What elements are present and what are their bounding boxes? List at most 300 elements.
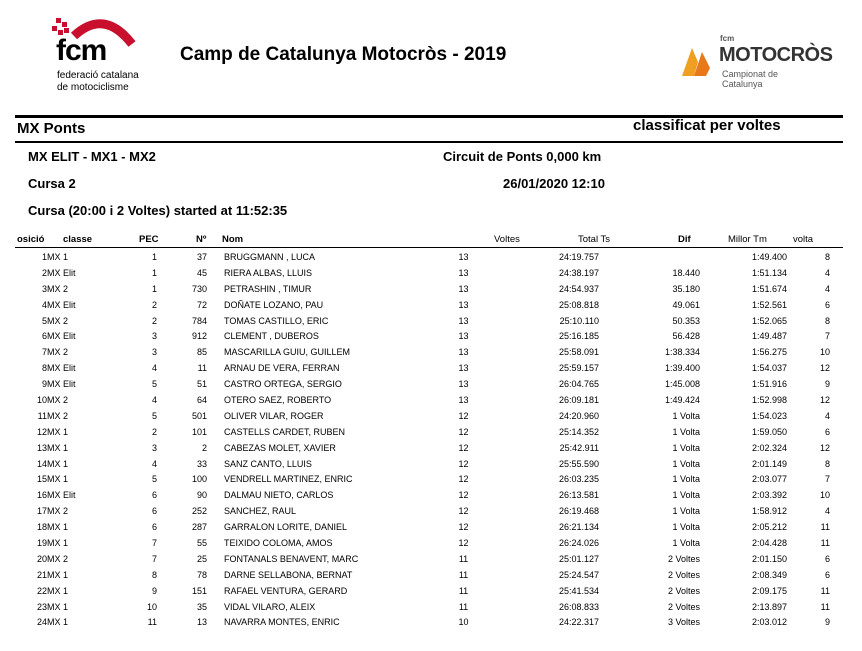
- number-cell: 85: [196, 347, 207, 358]
- class-cell: MX 2: [47, 283, 69, 294]
- difference-cell: 1 Volta: [672, 490, 700, 501]
- spacer-cell: [207, 551, 224, 567]
- difference-cell: 1 Volta: [672, 522, 700, 533]
- best-lap-cell: 6: [824, 569, 830, 580]
- best-time-cell: 1:51.916: [751, 379, 787, 390]
- name-cell: DARNE SELLABONA, BERNAT: [224, 569, 353, 580]
- name-cell: MASCARILLA GUIU, GUILLEM: [224, 347, 351, 358]
- pec-cell: 4: [151, 394, 157, 405]
- number-cell: 287: [191, 522, 207, 533]
- table-row: [17, 344, 830, 360]
- difference-cell: 1 Volta: [672, 442, 700, 453]
- table-row: [17, 583, 830, 599]
- pec-cell: 1: [151, 283, 157, 294]
- difference-cell: 2 Voltes: [667, 553, 700, 564]
- col-header-class: classe: [63, 234, 93, 245]
- pec-cell: 6: [151, 522, 157, 533]
- pec-cell: 3: [151, 442, 157, 453]
- name-cell: FONTANALS BENAVENT, MARC: [224, 553, 359, 564]
- laps-cell: 12: [458, 522, 469, 533]
- position-cell: 12: [36, 426, 47, 437]
- classification-label: classificat per voltes: [633, 117, 781, 134]
- difference-cell: 1 Volta: [672, 426, 700, 437]
- position-cell: 16: [36, 490, 47, 501]
- pec-cell: 11: [147, 617, 157, 628]
- name-cell: CABEZAS MOLET, XAVIER: [224, 442, 336, 453]
- section-rule: [15, 141, 843, 143]
- position-cell: 19: [36, 537, 47, 548]
- pec-cell: 5: [151, 410, 157, 421]
- spacer-cell: [207, 535, 224, 551]
- best-lap-cell: 9: [824, 379, 830, 390]
- pec-cell: 5: [151, 474, 157, 485]
- total-time-cell: 25:14.352: [558, 426, 599, 437]
- number-cell: 151: [191, 585, 207, 596]
- name-cell: SANCHEZ, RAUL: [224, 506, 297, 517]
- laps-cell: 13: [458, 267, 469, 278]
- best-lap-cell: 9: [824, 617, 830, 628]
- spacer-cell: [207, 392, 224, 408]
- name-cell: CASTRO ORTEGA, SERGIO: [224, 379, 342, 390]
- laps-cell: 13: [458, 363, 469, 374]
- best-lap-cell: 4: [824, 283, 830, 294]
- class-cell: MX 1: [47, 251, 69, 262]
- pec-cell: 7: [151, 553, 157, 564]
- position-cell: 1: [41, 251, 47, 262]
- best-time-cell: 1:49.400: [751, 251, 787, 262]
- laps-cell: 11: [458, 569, 469, 580]
- event-name: MX Ponts: [17, 120, 86, 137]
- best-time-cell: 2:05.212: [751, 522, 787, 533]
- laps-cell: 13: [458, 394, 469, 405]
- name-cell: NAVARRA MONTES, ENRIC: [224, 617, 340, 628]
- laps-cell: 12: [458, 506, 469, 517]
- class-cell: MX 2: [47, 506, 69, 517]
- best-lap-cell: 12: [819, 363, 830, 374]
- name-cell: CASTELLS CARDET, RUBEN: [224, 426, 346, 437]
- number-cell: 37: [196, 251, 207, 262]
- position-cell: 15: [36, 474, 47, 485]
- total-time-cell: 25:55.590: [558, 458, 599, 469]
- number-cell: 90: [196, 490, 207, 501]
- spacer-cell: [207, 519, 224, 535]
- spacer-cell: [207, 265, 224, 281]
- pec-cell: 2: [151, 315, 157, 326]
- table-row: [17, 297, 830, 313]
- table-row: [17, 408, 830, 424]
- total-time-cell: 26:08.833: [558, 601, 599, 612]
- best-time-cell: 2:09.175: [751, 585, 787, 596]
- spacer-cell: [207, 297, 224, 313]
- total-time-cell: 25:10.110: [559, 315, 599, 326]
- table-row: [17, 503, 830, 519]
- position-cell: 8: [41, 363, 47, 374]
- position-cell: 24: [36, 617, 47, 628]
- motocross-logo-title: MOTOCRÒS: [719, 44, 833, 66]
- number-cell: 501: [191, 410, 207, 421]
- spacer-cell: [207, 583, 224, 599]
- best-lap-cell: 8: [824, 251, 830, 262]
- total-time-cell: 25:59.157: [558, 363, 599, 374]
- position-cell: 7: [41, 347, 47, 358]
- total-time-cell: 24:19.757: [558, 251, 599, 262]
- total-time-cell: 25:24.547: [558, 569, 599, 580]
- position-cell: 2: [41, 267, 47, 278]
- spacer-cell: [207, 313, 224, 329]
- table-row: [17, 265, 830, 281]
- pec-cell: 10: [146, 601, 157, 612]
- name-cell: VIDAL VILARO, ALEIX: [224, 601, 316, 612]
- best-lap-cell: 12: [819, 394, 830, 405]
- name-cell: PETRASHIN , TIMUR: [224, 283, 312, 294]
- table-row: [17, 440, 830, 456]
- laps-cell: 11: [458, 553, 469, 564]
- difference-cell: 1 Volta: [672, 537, 700, 548]
- total-time-cell: 26:19.468: [558, 506, 599, 517]
- class-cell: MX 1: [47, 537, 69, 548]
- position-cell: 20: [36, 553, 47, 564]
- best-lap-cell: 6: [824, 553, 830, 564]
- spacer-cell: [207, 567, 224, 583]
- fcm-logo: [44, 14, 154, 94]
- best-lap-cell: 11: [820, 601, 830, 612]
- table-row: [17, 551, 830, 567]
- laps-cell: 10: [458, 617, 469, 628]
- race-detail: Cursa (20:00 i 2 Voltes) started at 11:52:35: [28, 203, 288, 218]
- spacer-cell: [207, 614, 224, 630]
- position-cell: 21: [36, 569, 47, 580]
- motocross-logo: [680, 34, 833, 89]
- class-cell: MX Elit: [47, 363, 76, 374]
- table-row: [17, 360, 830, 376]
- name-cell: VENDRELL MARTINEZ, ENRIC: [224, 474, 353, 485]
- number-cell: 64: [196, 394, 207, 405]
- table-row: [17, 535, 830, 551]
- fcm-logo-subtitle-2: de motociclisme: [57, 82, 129, 93]
- table-row: [17, 614, 830, 630]
- page-title: Camp de Catalunya Motocròs - 2019: [180, 44, 507, 65]
- table-row: [17, 456, 830, 472]
- class-cell: MX 1: [47, 585, 69, 596]
- table-row: [17, 313, 830, 329]
- pec-cell: 8: [151, 569, 157, 580]
- best-lap-cell: 6: [824, 426, 830, 437]
- col-header-name: Nom: [222, 234, 244, 245]
- col-header-best-time: Millor Tm: [728, 234, 767, 245]
- col-header-number: Nº: [196, 234, 207, 245]
- total-time-cell: 25:16.185: [558, 331, 599, 342]
- header-rule: [15, 247, 843, 248]
- best-time-cell: 1:51.134: [751, 267, 787, 278]
- spacer-cell: [207, 344, 224, 360]
- motocross-logo-subtitle: Campionat de Catalunya: [722, 69, 779, 89]
- difference-cell: 18.440: [672, 267, 700, 278]
- table-row: [17, 249, 830, 265]
- col-header-best-lap: volta: [793, 234, 814, 245]
- laps-cell: 13: [458, 299, 469, 310]
- pec-cell: 5: [151, 379, 157, 390]
- table-row: [17, 487, 830, 503]
- best-time-cell: 1:52.998: [751, 394, 787, 405]
- number-cell: 55: [196, 537, 207, 548]
- table-row: [17, 328, 830, 344]
- pec-cell: 9: [151, 585, 157, 596]
- number-cell: 252: [191, 506, 207, 517]
- laps-cell: 12: [458, 474, 469, 485]
- difference-cell: 49.061: [672, 299, 700, 310]
- total-time-cell: 25:42.911: [559, 442, 599, 453]
- name-cell: SANZ CANTO, LLUIS: [224, 458, 312, 469]
- laps-cell: 12: [458, 442, 469, 453]
- number-cell: 2: [201, 442, 207, 453]
- best-time-cell: 2:03.077: [751, 474, 787, 485]
- best-lap-cell: 4: [824, 267, 830, 278]
- difference-cell: 2 Voltes: [667, 601, 700, 612]
- results-table: [17, 249, 830, 630]
- col-header-pec: PEC: [139, 234, 159, 245]
- total-time-cell: 25:41.534: [558, 585, 599, 596]
- best-time-cell: 2:02.324: [751, 442, 787, 453]
- position-cell: 14: [36, 458, 47, 469]
- table-row: [17, 392, 830, 408]
- total-time-cell: 26:03.235: [558, 474, 599, 485]
- total-time-cell: 24:20.960: [558, 410, 599, 421]
- spacer-cell: [207, 360, 224, 376]
- best-time-cell: 2:03.012: [751, 617, 787, 628]
- categories-label: MX ELIT - MX1 - MX2: [28, 149, 156, 164]
- difference-cell: 1 Volta: [672, 506, 700, 517]
- difference-cell: 1:39.400: [664, 363, 700, 374]
- position-cell: 17: [36, 506, 47, 517]
- spacer-cell: [207, 424, 224, 440]
- laps-cell: 13: [458, 331, 469, 342]
- best-lap-cell: 10: [819, 490, 830, 501]
- laps-cell: 11: [458, 585, 469, 596]
- circuit-label: Circuit de Ponts 0,000 km: [443, 149, 602, 164]
- name-cell: TEIXIDO COLOMA, AMOS: [224, 537, 333, 548]
- best-time-cell: 1:52.561: [751, 299, 787, 310]
- position-cell: 10: [36, 394, 47, 405]
- spacer-cell: [207, 471, 224, 487]
- total-time-cell: 25:08.818: [558, 299, 599, 310]
- class-cell: MX 2: [47, 315, 69, 326]
- spacer-cell: [207, 503, 224, 519]
- position-cell: 18: [36, 522, 47, 533]
- table-row: [17, 519, 830, 535]
- best-lap-cell: 6: [824, 299, 830, 310]
- position-cell: 22: [36, 585, 47, 596]
- col-header-laps: Voltes: [494, 234, 520, 245]
- position-cell: 4: [41, 299, 47, 310]
- spacer-cell: [207, 487, 224, 503]
- difference-cell: [599, 249, 700, 265]
- laps-cell: 13: [458, 283, 469, 294]
- spacer-cell: [207, 440, 224, 456]
- laps-cell: 13: [458, 251, 469, 262]
- number-cell: 11: [197, 363, 207, 374]
- best-time-cell: 1:52.065: [751, 315, 787, 326]
- best-lap-cell: 4: [824, 506, 830, 517]
- name-cell: GARRALON LORITE, DANIEL: [224, 522, 348, 533]
- class-cell: MX 1: [47, 522, 69, 533]
- difference-cell: 35.180: [672, 283, 700, 294]
- total-time-cell: 26:24.026: [558, 537, 599, 548]
- best-time-cell: 2:08.349: [751, 569, 787, 580]
- pec-cell: 2: [151, 426, 157, 437]
- laps-cell: 12: [458, 426, 469, 437]
- number-cell: 100: [191, 474, 207, 485]
- class-cell: MX 1: [47, 442, 69, 453]
- pec-cell: 7: [151, 537, 157, 548]
- laps-cell: 12: [458, 490, 469, 501]
- table-row: [17, 424, 830, 440]
- table-row: [17, 376, 830, 392]
- difference-cell: 1:38.334: [664, 347, 700, 358]
- name-cell: RIERA ALBAS, LLUIS: [224, 267, 313, 278]
- total-time-cell: 26:09.181: [558, 394, 599, 405]
- name-cell: DOÑATE LOZANO, PAU: [224, 299, 324, 310]
- laps-cell: 12: [458, 537, 469, 548]
- motocross-logo-fcm: fcm: [720, 34, 735, 43]
- motocross-flame-icon: [680, 42, 716, 78]
- total-time-cell: 25:01.127: [558, 553, 599, 564]
- difference-cell: 1:45.008: [664, 379, 700, 390]
- table-row: [17, 567, 830, 583]
- pec-cell: 2: [151, 299, 157, 310]
- best-time-cell: 2:04.428: [751, 537, 787, 548]
- number-cell: 730: [191, 283, 207, 294]
- total-time-cell: 26:04.765: [558, 379, 599, 390]
- position-cell: 3: [41, 283, 47, 294]
- number-cell: 33: [196, 458, 207, 469]
- class-cell: MX Elit: [47, 299, 76, 310]
- name-cell: ARNAU DE VERA, FERRAN: [224, 363, 340, 374]
- number-cell: 25: [196, 553, 207, 564]
- laps-cell: 13: [458, 379, 469, 390]
- best-time-cell: 2:01.150: [751, 553, 787, 564]
- spacer-cell: [207, 328, 224, 344]
- number-cell: 72: [196, 299, 207, 310]
- best-time-cell: 2:01.149: [751, 458, 787, 469]
- best-lap-cell: 8: [824, 315, 830, 326]
- col-header-position: osició: [17, 234, 45, 245]
- name-cell: TOMAS CASTILLO, ERIC: [224, 315, 329, 326]
- position-cell: 5: [41, 315, 47, 326]
- best-time-cell: 2:03.392: [751, 490, 787, 501]
- class-cell: MX 2: [47, 553, 69, 564]
- best-lap-cell: 10: [819, 347, 830, 358]
- best-time-cell: 1:49.487: [751, 331, 787, 342]
- name-cell: CLEMENT , DUBEROS: [224, 331, 319, 342]
- name-cell: OTERO SAEZ, ROBERTO: [224, 394, 332, 405]
- fcm-logo-subtitle-1: federació catalana: [57, 70, 139, 81]
- pec-cell: 1: [151, 267, 157, 278]
- class-cell: MX 1: [47, 458, 69, 469]
- number-cell: 912: [191, 331, 207, 342]
- total-time-cell: 26:13.581: [558, 490, 599, 501]
- best-lap-cell: 12: [819, 442, 830, 453]
- class-cell: MX 2: [47, 394, 69, 405]
- number-cell: 45: [196, 267, 207, 278]
- table-row: [17, 471, 830, 487]
- best-time-cell: 2:13.897: [751, 601, 787, 612]
- spacer-cell: [207, 249, 224, 265]
- difference-cell: 2 Voltes: [667, 569, 700, 580]
- total-time-cell: 24:22.317: [558, 617, 599, 628]
- pec-cell: 3: [151, 331, 157, 342]
- class-cell: MX Elit: [47, 331, 76, 342]
- table-row: [17, 281, 830, 297]
- difference-cell: 1 Volta: [672, 410, 700, 421]
- number-cell: 35: [196, 601, 207, 612]
- position-cell: 13: [36, 442, 47, 453]
- pec-cell: 6: [151, 506, 157, 517]
- laps-cell: 12: [458, 410, 469, 421]
- spacer-cell: [207, 376, 224, 392]
- best-lap-cell: 11: [820, 537, 830, 548]
- spacer-cell: [207, 281, 224, 297]
- total-time-cell: 24:38.197: [558, 267, 599, 278]
- laps-cell: 13: [458, 315, 469, 326]
- total-time-cell: 25:58.091: [558, 347, 599, 358]
- number-cell: 78: [196, 569, 207, 580]
- class-cell: MX 2: [47, 410, 69, 421]
- total-time-cell: 24:54.937: [558, 283, 599, 294]
- pec-cell: 4: [151, 363, 157, 374]
- best-lap-cell: 8: [824, 458, 830, 469]
- laps-cell: 12: [458, 458, 469, 469]
- best-time-cell: 1:56.275: [751, 347, 787, 358]
- best-lap-cell: 4: [824, 410, 830, 421]
- col-header-total-time: Total Ts: [578, 234, 611, 245]
- class-cell: MX 1: [47, 474, 69, 485]
- best-time-cell: 1:58.912: [751, 506, 787, 517]
- class-cell: MX 1: [47, 569, 69, 580]
- class-cell: MX 1: [47, 601, 69, 612]
- name-cell: BRUGGMANN , LUCA: [224, 251, 316, 262]
- number-cell: 784: [191, 315, 207, 326]
- class-cell: MX Elit: [47, 490, 76, 501]
- pec-cell: 6: [151, 490, 157, 501]
- pec-cell: 4: [151, 458, 157, 469]
- class-cell: MX 1: [47, 617, 69, 628]
- class-cell: MX 2: [47, 347, 69, 358]
- class-cell: MX Elit: [47, 267, 76, 278]
- race-datetime: 26/01/2020 12:10: [503, 176, 605, 191]
- position-cell: 9: [41, 379, 47, 390]
- spacer-cell: [207, 456, 224, 472]
- number-cell: 13: [196, 617, 207, 628]
- best-lap-cell: 11: [820, 522, 830, 533]
- spacer-cell: [207, 599, 224, 615]
- number-cell: 51: [196, 379, 207, 390]
- laps-cell: 11: [458, 601, 469, 612]
- name-cell: RAFAEL VENTURA, GERARD: [224, 585, 348, 596]
- best-time-cell: 1:54.023: [751, 410, 787, 421]
- best-time-cell: 1:59.050: [751, 426, 787, 437]
- fcm-logo-text: fcm: [56, 34, 107, 67]
- difference-cell: 3 Voltes: [667, 617, 700, 628]
- position-cell: 23: [36, 601, 47, 612]
- difference-cell: 56.428: [672, 331, 700, 342]
- best-time-cell: 1:51.674: [751, 283, 787, 294]
- position-cell: 6: [41, 331, 47, 342]
- difference-cell: 50.353: [672, 315, 700, 326]
- difference-cell: 2 Voltes: [667, 585, 700, 596]
- race-label: Cursa 2: [28, 176, 76, 191]
- class-cell: MX Elit: [47, 379, 76, 390]
- name-cell: DALMAU NIETO, CARLOS: [224, 490, 334, 501]
